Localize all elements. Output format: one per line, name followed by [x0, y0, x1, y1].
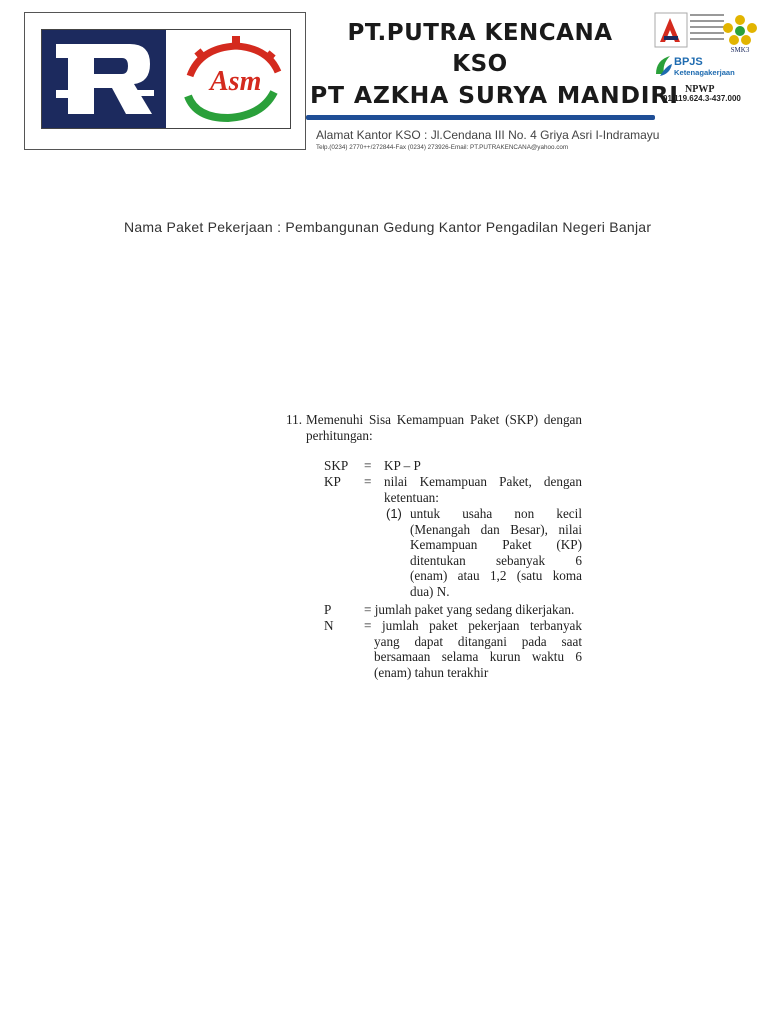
- clause-11: [286, 412, 582, 682]
- package-name: Nama Paket Pekerjaan : Pembangunan Gedung Kantor Pengadilan Negeri Banjar: [124, 219, 652, 235]
- company-logo: [41, 29, 291, 129]
- formula-label: SKP: [324, 458, 349, 473]
- ketentuan-line: (Menangah dan Besar), nilai: [410, 521, 582, 537]
- certification-badge-icon: [654, 12, 688, 48]
- formula-row-skp: [286, 458, 582, 474]
- ketentuan-item-1: [286, 506, 582, 602]
- smk3-label: SMK3: [730, 46, 750, 54]
- formula-text: KP – P: [384, 458, 421, 473]
- definition-row-p: [286, 602, 582, 618]
- asm-logo-text: Asm: [210, 66, 262, 97]
- kso-label: KSO: [452, 51, 508, 77]
- definition-label: P: [324, 602, 332, 617]
- letterhead-title: [310, 18, 679, 111]
- ketentuan-line: Kemampuan Paket (KP): [410, 537, 582, 552]
- asm-logo: [166, 30, 290, 128]
- clause-heading-line-2: perhitungan:: [306, 428, 373, 443]
- company-name-2: PT AZKHA SURYA MANDIRI: [310, 81, 679, 109]
- definition-row-n: [286, 618, 582, 682]
- header-divider: [306, 115, 655, 120]
- company-name-1: PT.PUTRA KENCANA: [347, 20, 613, 46]
- formula-equals: =: [364, 474, 372, 489]
- formula-row-kp: [286, 474, 582, 490]
- bpjs-name: BPJS: [674, 56, 703, 68]
- clause-heading-line-1: Memenuhi Sisa Kemampuan Paket (SKP) dengan: [306, 412, 582, 427]
- company-logo-frame: [24, 12, 306, 150]
- definition-line: bersamaan selama kurun waktu 6: [374, 649, 582, 664]
- definition-line: yang dapat ditangani pada saat: [374, 633, 582, 649]
- certification-text-lines: [690, 14, 724, 44]
- ketentuan-item-number: (1): [386, 506, 402, 521]
- definition-line: (enam) tahun terakhir: [374, 664, 489, 680]
- ketentuan-line: dua) N.: [410, 583, 450, 599]
- ketentuan-line: (enam) atau 1,2 (satu koma: [410, 568, 582, 583]
- formula-text: nilai Kemampuan Paket, dengan: [384, 474, 582, 489]
- npwp-value: 01.119.624.3-437.000: [663, 94, 741, 103]
- ketentuan-line: untuk usaha non kecil: [410, 506, 582, 521]
- clause-number: 11.: [286, 412, 302, 427]
- ketentuan-label: ketentuan:: [384, 490, 439, 505]
- smk3-badge-icon: [722, 14, 758, 54]
- ketentuan-line: ditentukan sebanyak 6: [410, 552, 582, 568]
- formula-label: KP: [324, 474, 341, 489]
- office-address: Alamat Kantor KSO : Jl.Cendana III No. 4 Griya Asri I-Indramayu: [316, 128, 660, 142]
- putra-kencana-logo: [42, 30, 166, 128]
- definition-text: = jumlah paket yang sedang dikerjakan.: [364, 602, 575, 617]
- bpjs-subtitle: Ketenagakerjaan: [674, 68, 735, 77]
- contact-line: Telp.(0234) 2770++/272844-Fax (0234) 273926-Email: PT.PUTRAKENCANA@yahoo.com: [316, 144, 569, 151]
- definition-line: = jumlah paket pekerjaan terbanyak: [364, 618, 582, 633]
- formula-equals: =: [364, 458, 372, 473]
- definition-label: N: [324, 618, 334, 633]
- npwp-label: NPWP: [685, 84, 715, 95]
